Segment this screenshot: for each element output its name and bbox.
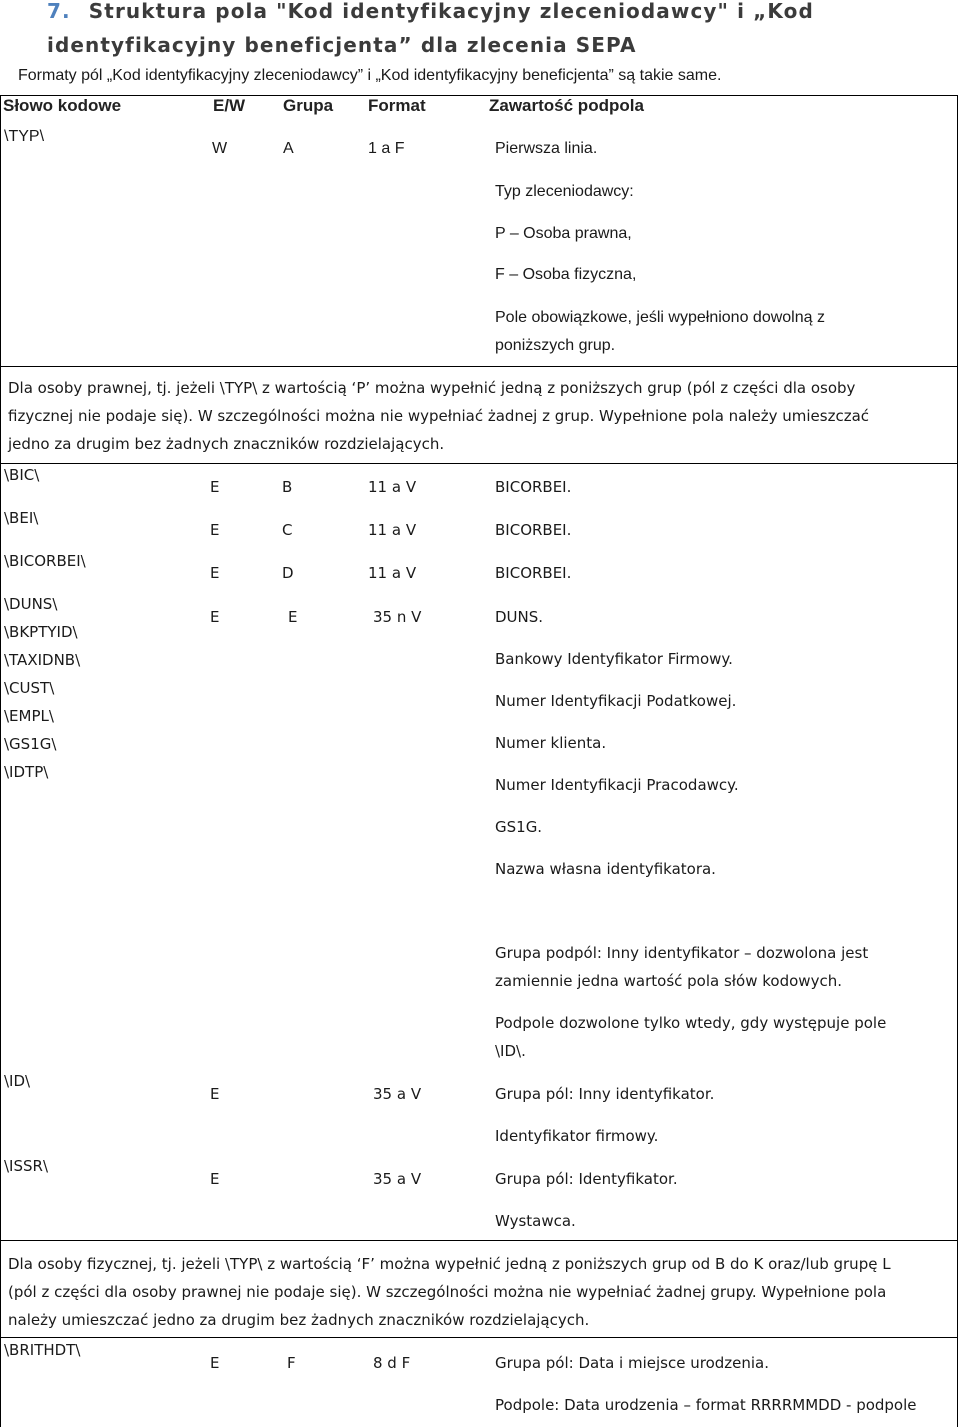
bei-code: \BEI\ [4, 509, 39, 527]
id-code: \ID\ [4, 1072, 31, 1090]
legal-note-line-3: jedno za drugim bez żadnych znaczników rozdzielających. [8, 435, 445, 453]
intro-text: Formaty pól „Kod identyfikacyjny zleceniodawcy” i „Kod identyfikacyjny beneficjenta” są takie same. [18, 67, 722, 84]
table-border-top [0, 95, 958, 96]
groupe-content-6: GS1G. [495, 818, 543, 836]
natural-note-line-2: (pól z części dla osoby prawnej nie podaje się). W szczególności można nie wypełniać żadnej grupy. Wypełnione pola [8, 1283, 887, 1301]
legal-note-line-1: Dla osoby prawnej, tj. jeżeli \TYP\ z wartością ‘P’ można wypełnić jedną z poniższych grup (pól z części dla osoby [8, 379, 856, 397]
typ-line-5: Pole obowiązkowe, jeśli wypełniono dowolną z [495, 309, 825, 326]
typ-ew: W [212, 140, 228, 157]
bic-content: BICORBEI. [495, 478, 572, 496]
divider-after-legal-note [0, 463, 958, 464]
section-title-line1 [47, 0, 814, 23]
bicorbei-content: BICORBEI. [495, 564, 572, 582]
bei-format: 11 a V [368, 521, 417, 539]
bic-code: \BIC\ [4, 466, 40, 484]
bic-ew: E [210, 478, 220, 496]
groupe-note-4: \ID\. [495, 1042, 526, 1060]
section-title-line2: identyfikacyjny beneficjenta” dla zlecenia SEPA [47, 33, 637, 57]
groupe-code-cust: \CUST\ [4, 679, 55, 697]
groupe-note-2: zamiennie jedna wartość pola słów kodowych. [495, 972, 842, 990]
header-group: Grupa [283, 96, 334, 115]
typ-line-6: poniższych grup. [495, 337, 616, 354]
issr-content-2: Wystawca. [495, 1212, 576, 1230]
issr-format: 35 a V [373, 1170, 422, 1188]
brithdt-content-2: Podpole: Data urodzenia – format RRRRMMDD - podpole [495, 1396, 917, 1414]
brithdt-content-1: Grupa pól: Data i miejsce urodzenia. [495, 1354, 769, 1372]
bicorbei-format: 11 a V [368, 564, 417, 582]
typ-line-3: P – Osoba prawna, [495, 225, 632, 242]
groupe-code-duns: \DUNS\ [4, 595, 58, 613]
table-border-right [957, 95, 958, 1427]
natural-note-line-3: należy umieszczać jedno za drugim bez żadnych znaczników rozdzielających. [8, 1311, 590, 1329]
bicorbei-ew: E [210, 564, 220, 582]
groupe-format: 35 n V [373, 608, 422, 626]
brithdt-group: F [287, 1354, 296, 1372]
groupe-code-bkptyid: \BKPTYID\ [4, 623, 78, 641]
bei-content: BICORBEI. [495, 521, 572, 539]
groupe-code-taxidnb: \TAXIDNB\ [4, 651, 81, 669]
id-format: 35 a V [373, 1085, 422, 1103]
groupe-content-1: DUNS. [495, 608, 544, 626]
issr-code: \ISSR\ [4, 1157, 48, 1175]
divider-after-typ [0, 366, 958, 367]
header-keyword: Słowo kodowe [3, 96, 122, 115]
groupe-content-4: Numer klienta. [495, 734, 607, 752]
groupe-content-2: Bankowy Identyfikator Firmowy. [495, 650, 733, 668]
section-title-text: Struktura pola "Kod identyfikacyjny zleceniodawcy" i „Kod [88, 0, 814, 23]
legal-note-line-2: fizycznej nie podaje się). W szczególności można nie wypełniać żadnej z grup. Wypełnione pola należy umieszczać [8, 407, 870, 425]
header-ew: E/W [213, 96, 246, 115]
header-content: Zawartość podpola [489, 96, 644, 115]
typ-line-1: Pierwsza linia. [495, 140, 598, 157]
table-border-left [0, 95, 1, 1427]
bicorbei-code: \BICORBEI\ [4, 552, 86, 570]
issr-content-1: Grupa pól: Identyfikator. [495, 1170, 678, 1188]
typ-line-2: Typ zleceniodawcy: [495, 183, 634, 200]
groupe-content-3: Numer Identyfikacji Podatkowej. [495, 692, 737, 710]
issr-ew: E [210, 1170, 220, 1188]
typ-line-4: F – Osoba fizyczna, [495, 266, 637, 283]
bei-ew: E [210, 521, 220, 539]
typ-group: A [283, 140, 294, 157]
bicorbei-group: D [282, 564, 294, 582]
groupe-code-idtp: \IDTP\ [4, 763, 49, 781]
groupe-group: E [288, 608, 298, 626]
header-format: Format [368, 96, 426, 115]
bei-group: C [282, 521, 293, 539]
typ-format: 1 a F [368, 140, 405, 157]
groupe-ew: E [210, 608, 220, 626]
groupe-note-1: Grupa podpól: Inny identyfikator – dozwolona jest [495, 944, 869, 962]
groupe-code-gs1g: \GS1G\ [4, 735, 57, 753]
brithdt-code: \BRITHDT\ [4, 1341, 81, 1359]
brithdt-ew: E [210, 1354, 220, 1372]
id-content-2: Identyfikator firmowy. [495, 1127, 659, 1145]
natural-note-line-1: Dla osoby fizycznej, tj. jeżeli \TYP\ z wartością ‘F’ można wypełnić jedną z poniższych grup od B do K oraz/lub grupę L [8, 1255, 891, 1273]
section-number: 7. [47, 0, 71, 23]
groupe-content-5: Numer Identyfikacji Pracodawcy. [495, 776, 739, 794]
divider-after-natural-note [0, 1337, 958, 1338]
groupe-note-3: Podpole dozwolone tylko wtedy, gdy występuje pole [495, 1014, 887, 1032]
bic-group: B [282, 478, 293, 496]
divider-before-natural-note [0, 1240, 958, 1241]
typ-code: \TYP\ [4, 128, 45, 145]
id-ew: E [210, 1085, 220, 1103]
groupe-content-7: Nazwa własna identyfikatora. [495, 860, 716, 878]
id-content-1: Grupa pól: Inny identyfikator. [495, 1085, 715, 1103]
brithdt-format: 8 d F [373, 1354, 411, 1372]
groupe-code-empl: \EMPL\ [4, 707, 54, 725]
bic-format: 11 a V [368, 478, 417, 496]
